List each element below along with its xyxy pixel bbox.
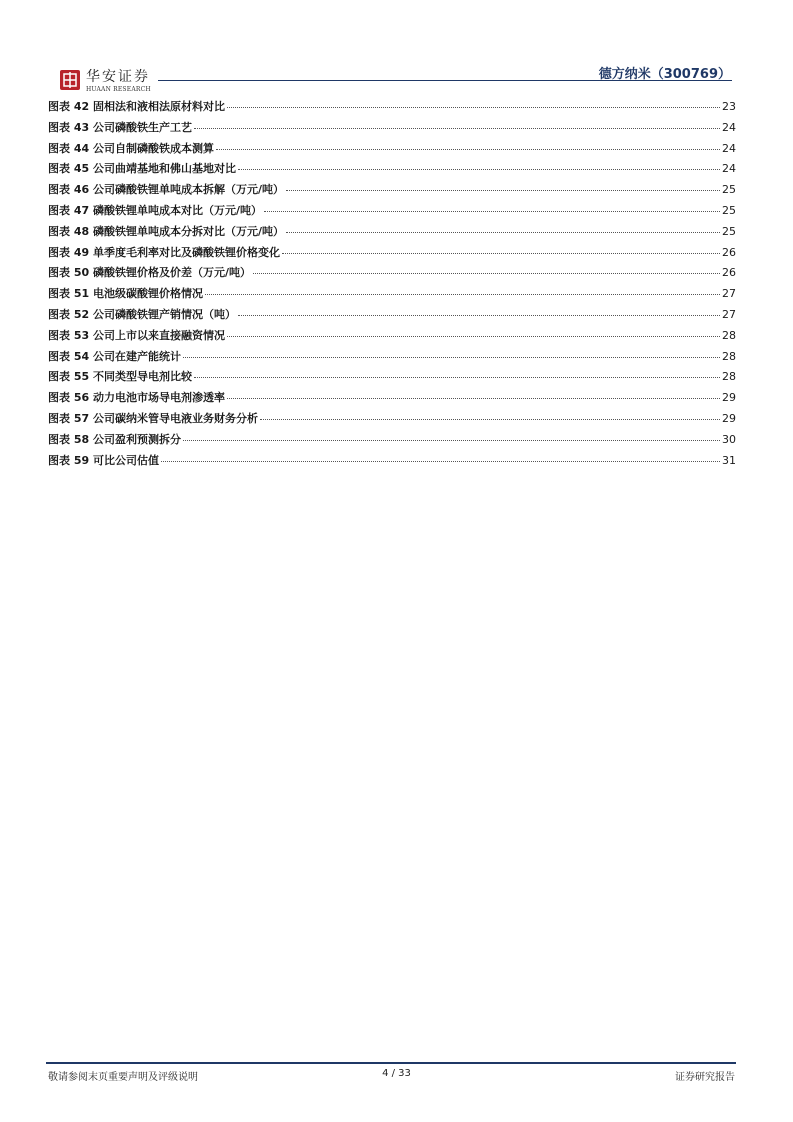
toc-entry-page: 27 [722, 307, 736, 321]
toc-entry-page: 28 [722, 328, 736, 342]
toc-entry[interactable] [48, 140, 736, 161]
toc-leader [205, 294, 720, 295]
toc-entry-label: 图表 42 固相法和液相法原材料对比 [48, 100, 225, 113]
toc-entry[interactable] [48, 306, 736, 327]
page-number: 4 / 33 [382, 1068, 411, 1079]
toc-leader [238, 169, 720, 170]
toc-leader [253, 273, 720, 274]
toc-entry[interactable] [48, 452, 736, 473]
toc-entry-page: 29 [722, 411, 736, 425]
brand-name: 华安证券 [86, 69, 150, 85]
toc-entry-page: 25 [722, 203, 736, 217]
toc-entry-label: 图表 52 公司磷酸铁锂产销情况（吨） [48, 307, 236, 321]
toc-entry[interactable] [48, 223, 736, 244]
toc-entry-label: 图表 46 公司磷酸铁锂单吨成本拆解（万元/吨） [48, 183, 284, 197]
toc-leader [183, 440, 720, 441]
toc-leader [227, 398, 720, 399]
toc-entry-label: 图表 59 可比公司估值 [48, 453, 159, 467]
toc-entry-label: 图表 49 单季度毛利率对比及磷酸铁锂价格变化 [48, 245, 280, 259]
toc-leader [286, 232, 720, 233]
toc-entry[interactable] [48, 431, 736, 452]
toc-entry-label: 图表 43 公司磷酸铁生产工艺 [48, 120, 192, 134]
toc-entry-label: 图表 50 磷酸铁锂价格及价差（万元/吨） [48, 266, 251, 280]
company-title: 德方纳米（300769） [598, 67, 731, 82]
toc-entry[interactable] [48, 244, 736, 265]
toc-leader [238, 315, 720, 316]
toc-leader [260, 419, 720, 420]
toc-entry-page: 26 [722, 266, 736, 280]
toc-entry[interactable] [48, 202, 736, 223]
toc-entry[interactable] [48, 181, 736, 202]
toc-entry-page: 25 [722, 224, 736, 238]
toc-entry[interactable] [48, 264, 736, 285]
toc-entry-label: 图表 57 公司碳纳米管导电液业务财务分析 [48, 411, 258, 425]
toc-leader [161, 461, 720, 462]
toc-entry-page: 28 [722, 370, 736, 384]
toc-leader [227, 107, 720, 108]
toc-entry-page: 27 [722, 287, 736, 301]
toc-entry[interactable] [48, 389, 736, 410]
toc-entry-label: 图表 48 磷酸铁锂单吨成本分拆对比（万元/吨） [48, 224, 284, 238]
toc-entry[interactable] [48, 160, 736, 181]
footer-divider [46, 1062, 736, 1064]
footer-disclaimer: 敬请参阅末页重要声明及评级说明 [48, 1072, 198, 1083]
toc-entry-label: 图表 44 公司自制磷酸铁成本测算 [48, 141, 214, 155]
toc-entry-label: 图表 54 公司在建产能统计 [48, 349, 181, 363]
toc-entry[interactable] [48, 98, 736, 119]
toc-entry[interactable] [48, 410, 736, 431]
toc-entry-label: 图表 47 磷酸铁锂单吨成本对比（万元/吨） [48, 203, 262, 217]
toc-leader [183, 357, 720, 358]
toc-entry-label: 图表 53 公司上市以来直接融资情况 [48, 328, 225, 342]
toc-entry-label: 图表 56 动力电池市场导电剂渗透率 [48, 391, 225, 405]
toc-entry[interactable] [48, 285, 736, 306]
toc-entry-label: 图表 55 不同类型导电剂比较 [48, 370, 192, 384]
toc-entry-page: 24 [722, 162, 736, 176]
figure-index [48, 98, 736, 472]
toc-entry[interactable] [48, 327, 736, 348]
toc-entry-page: 23 [722, 100, 736, 113]
toc-entry-page: 31 [722, 453, 736, 467]
report-type: 证券研究报告 [675, 1072, 735, 1083]
toc-leader [264, 211, 720, 212]
toc-leader [216, 149, 720, 150]
toc-entry-label: 图表 58 公司盈利预测拆分 [48, 432, 181, 446]
toc-entry-page: 30 [722, 432, 736, 446]
toc-entry[interactable] [48, 348, 736, 369]
toc-entry-page: 26 [722, 245, 736, 259]
toc-entry-page: 24 [722, 120, 736, 134]
toc-entry[interactable] [48, 368, 736, 389]
toc-entry-page: 24 [722, 141, 736, 155]
huaan-logo-icon [60, 70, 80, 90]
toc-entry-page: 29 [722, 391, 736, 405]
toc-leader [194, 377, 720, 378]
toc-entry-label: 图表 51 电池级碳酸锂价格情况 [48, 287, 203, 301]
toc-entry-label: 图表 45 公司曲靖基地和佛山基地对比 [48, 162, 236, 176]
toc-entry-page: 25 [722, 183, 736, 197]
toc-leader [286, 190, 720, 191]
page-header [0, 0, 793, 93]
toc-leader [282, 253, 720, 254]
brand-subtitle: HUAAN RESEARCH [86, 86, 151, 93]
toc-entry[interactable] [48, 119, 736, 140]
toc-leader [194, 128, 720, 129]
toc-entry-page: 28 [722, 349, 736, 363]
toc-leader [227, 336, 720, 337]
